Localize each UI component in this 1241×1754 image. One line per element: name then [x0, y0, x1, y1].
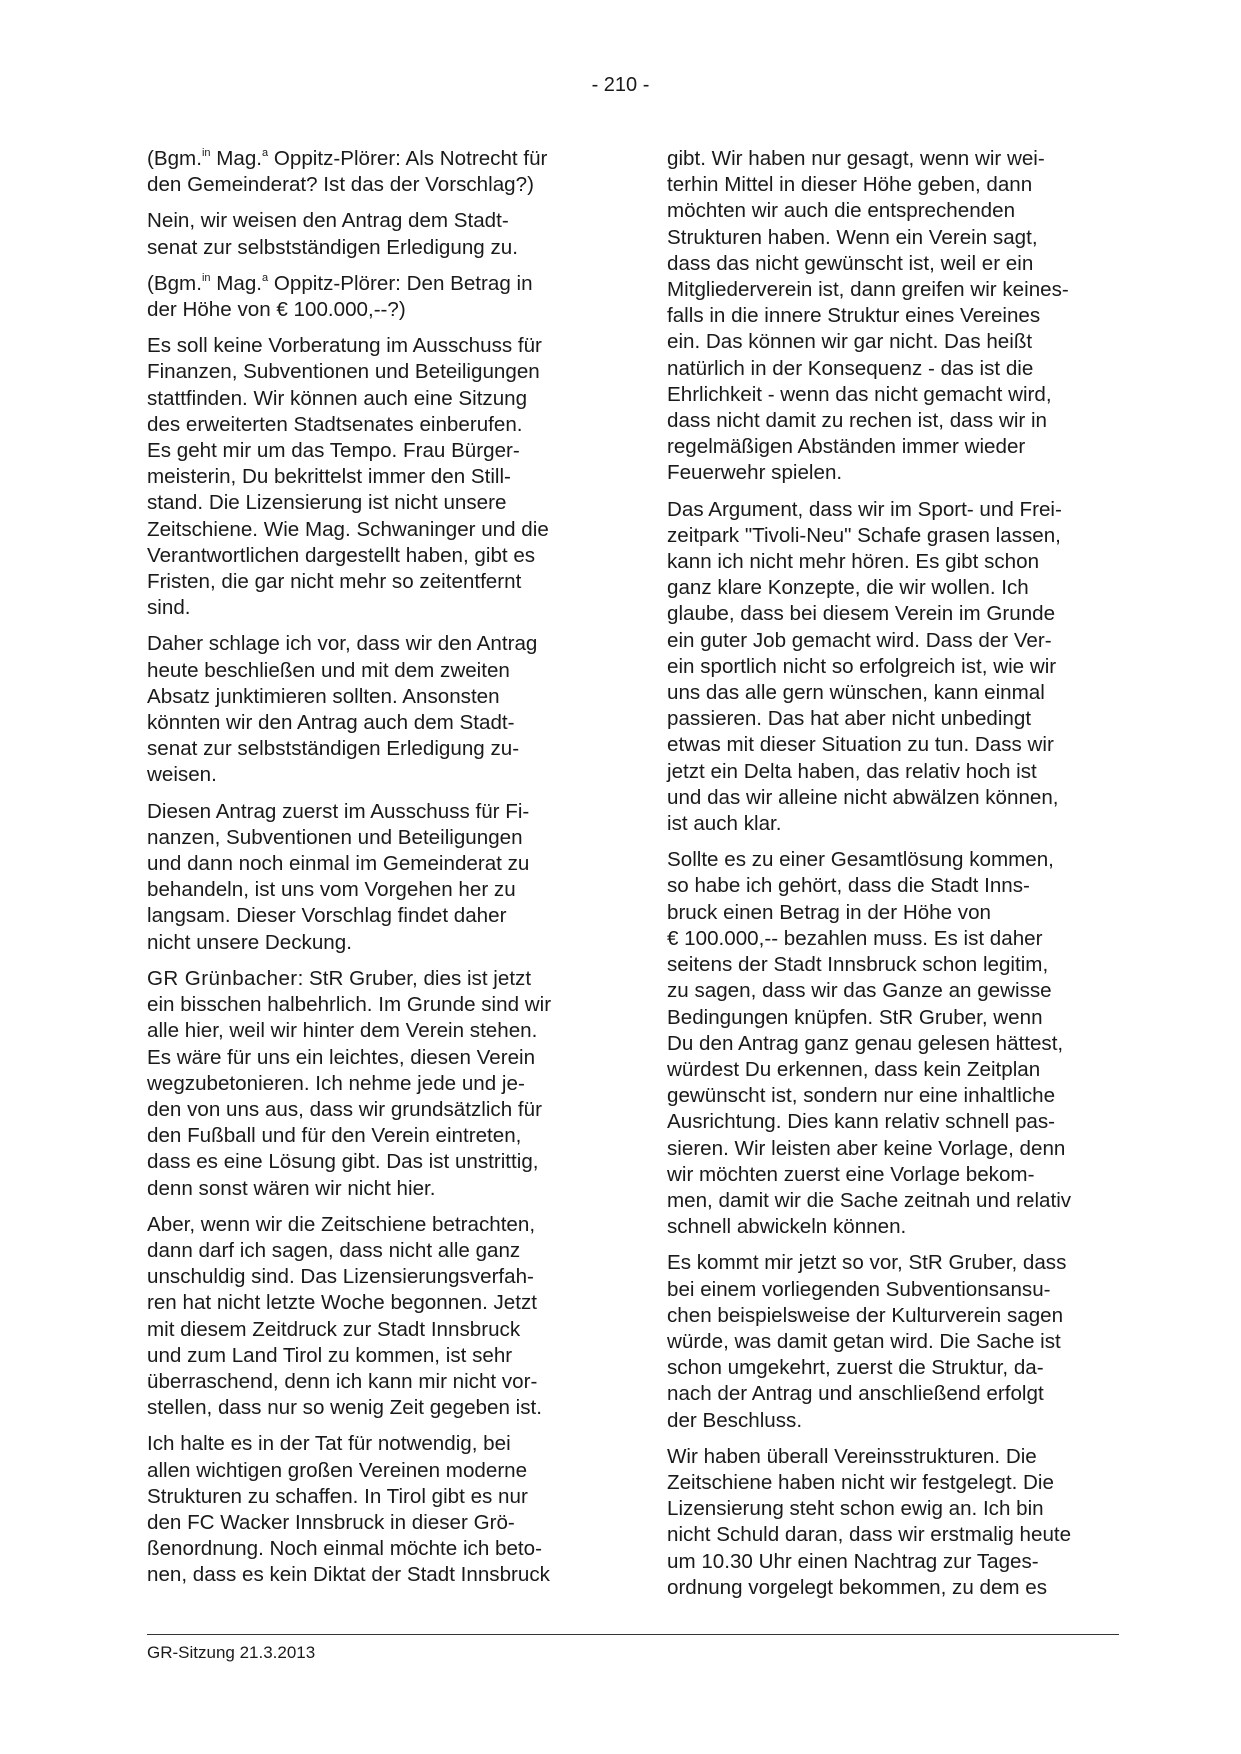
text-line: ein guter Job gemacht wird. Dass der Ver-	[667, 628, 1052, 652]
text-line: Das Argument, dass wir im Sport- und Frei-	[667, 497, 1062, 521]
text-line: (Bgm.$^{in}$ Mag.$^a$ Oppitz-Plörer: Den Betrag in	[147, 271, 533, 295]
text-line: weisen.	[147, 763, 217, 787]
text-line: senat zur selbstständigen Erledigung zu.	[147, 235, 518, 259]
paragraph	[667, 1250, 1115, 1433]
text-line: dass es eine Lösung gibt. Das ist unstrittig,	[147, 1150, 539, 1174]
text-line: schnell abwickeln können.	[667, 1215, 907, 1239]
text-line: dass das nicht gewünscht ist, weil er ein	[667, 251, 1034, 275]
text-line: men, damit wir die Sache zeitnah und relativ	[667, 1188, 1072, 1212]
page-number: - 210 -	[591, 74, 650, 96]
text-line: terhin Mittel in dieser Höhe geben, dann	[667, 173, 1033, 197]
text-line: den Fußball und für den Verein eintreten,	[147, 1124, 522, 1148]
paragraph	[147, 1431, 595, 1588]
text-line: Lizensierung steht schon ewig an. Ich bin	[667, 1497, 1044, 1521]
text-line: (Bgm.$^{in}$ Mag.$^a$ Oppitz-Plörer: Als Notrecht für	[147, 147, 548, 170]
speaker-name: GR Grünbacher	[147, 966, 298, 990]
text-line: jetzt ein Delta haben, das relativ hoch ist	[667, 759, 1037, 783]
text-line: ordnung vorgelegt bekommen, zu dem es	[667, 1575, 1048, 1599]
paragraph	[147, 631, 595, 788]
footer-session-date: GR-Sitzung 21.3.2013	[147, 1643, 316, 1662]
text-line: Nein, wir weisen den Antrag dem Stadt-	[147, 209, 509, 233]
text-line: zu sagen, dass wir das Ganze an gewisse	[667, 979, 1052, 1003]
paragraph	[667, 497, 1115, 838]
paragraph	[667, 847, 1115, 1240]
text-line: nen, dass es kein Diktat der Stadt Innsbruck	[147, 1563, 550, 1587]
text-line: so habe ich gehört, dass die Stadt Inns-	[667, 874, 1030, 898]
text-line: der Höhe von € 100.000,--?)	[147, 298, 406, 322]
text-line: heute beschließen und mit dem zweiten	[147, 658, 510, 682]
text-line: nicht unsere Deckung.	[147, 930, 352, 954]
text-line: ein. Das können wir gar nicht. Das heißt	[667, 330, 1033, 354]
text-line: ein bisschen halbehrlich. Im Grunde sind wir	[147, 993, 552, 1017]
paragraph	[147, 799, 595, 956]
text-line: behandeln, ist uns vom Vorgehen her zu	[147, 878, 516, 902]
text-line: Du den Antrag ganz genau gelesen hättest,	[667, 1031, 1064, 1055]
text-line: allen wichtigen großen Vereinen moderne	[147, 1458, 528, 1482]
text-line: dann darf ich sagen, dass nicht alle ganz	[147, 1238, 521, 1262]
text-line: langsam. Dieser Vorschlag findet daher	[147, 904, 507, 928]
text-line: Bedingungen knüpfen. StR Gruber, wenn	[667, 1005, 1043, 1029]
text-line: Es wäre für uns ein leichtes, diesen Verein	[147, 1045, 536, 1069]
paragraph-speaker-change	[147, 966, 595, 1202]
text-line: glaube, dass bei diesem Verein im Grunde	[667, 602, 1056, 626]
left-column	[147, 146, 595, 1599]
text-line: natürlich in der Konsequenz - das ist die	[667, 356, 1034, 380]
text-line: uns das alle gern wünschen, kann einmal	[667, 681, 1045, 705]
text-line: mit diesem Zeitdruck zur Stadt Innsbruck	[147, 1317, 521, 1341]
right-column	[667, 146, 1115, 1611]
text-line: denn sonst wären wir nicht hier.	[147, 1176, 436, 1200]
text-line: sind.	[147, 596, 191, 620]
text-line: ein sportlich nicht so erfolgreich ist, wie wir	[667, 654, 1057, 678]
text-line: senat zur selbstständigen Erledigung zu-	[147, 737, 520, 761]
text-line: und zum Land Tirol zu kommen, ist sehr	[147, 1343, 513, 1367]
text-line: Es geht mir um das Tempo. Frau Bürger-	[147, 439, 520, 463]
text-line: bei einem vorliegenden Subventionsansu-	[667, 1277, 1051, 1301]
text-line: nanzen, Subventionen und Beteiligungen	[147, 825, 523, 849]
text-line: falls in die innere Struktur eines Vereines	[667, 304, 1041, 328]
text-line: gewünscht ist, sondern nur eine inhaltliche	[667, 1084, 1056, 1108]
paragraph	[147, 333, 595, 621]
text-line: wegzubetonieren. Ich nehme jede und je-	[147, 1071, 525, 1095]
text-line: Daher schlage ich vor, dass wir den Antrag	[147, 632, 538, 656]
text-line: schon umgekehrt, zuerst die Struktur, da-	[667, 1356, 1044, 1380]
text-line: ist auch klar.	[667, 812, 782, 836]
text-line: Diesen Antrag zuerst im Ausschuss für Fi-	[147, 799, 530, 823]
text-line: Aber, wenn wir die Zeitschiene betrachten,	[147, 1212, 536, 1236]
text-line: Mitgliederverein ist, dann greifen wir keines-	[667, 278, 1069, 302]
text-line: kann ich nicht mehr hören. Es gibt schon	[667, 550, 1040, 574]
text-line: nicht Schuld daran, dass wir erstmalig heute	[667, 1523, 1072, 1547]
text-line: stand. Die Lizensierung ist nicht unsere	[147, 491, 507, 515]
text-line: Es kommt mir jetzt so vor, StR Gruber, dass	[667, 1251, 1067, 1275]
text-line: regelmäßigen Abständen immer wieder	[667, 435, 1026, 459]
text-line: zeitpark "Tivoli-Neu" Schafe grasen lassen,	[667, 523, 1061, 547]
text-line: unschuldig sind. Das Lizensierungsverfah-	[147, 1265, 534, 1289]
text-line: könnten wir den Antrag auch dem Stadt-	[147, 711, 515, 735]
text-line: € 100.000,-- bezahlen muss. Es ist daher	[667, 926, 1043, 950]
text-line: Finanzen, Subventionen und Beteiligungen	[147, 360, 540, 384]
text-line: Strukturen haben. Wenn ein Verein sagt,	[667, 225, 1038, 249]
text-line: ren hat nicht letzte Woche begonnen. Jetzt	[147, 1291, 538, 1315]
text-line: den Gemeinderat? Ist das der Vorschlag?)	[147, 173, 534, 197]
text-line: Strukturen zu schaffen. In Tirol gibt es nur	[147, 1484, 528, 1508]
text-line: Ehrlichkeit - wenn das nicht gemacht wird,	[667, 382, 1052, 406]
text-line: GR Grünbacher: StR Gruber, dies ist jetzt	[147, 966, 532, 990]
text-line: würdest Du erkennen, dass kein Zeitplan	[667, 1057, 1041, 1081]
text-line: des erweiterten Stadtsenates einberufen.	[147, 412, 523, 436]
text-line: um 10.30 Uhr einen Nachtrag zur Tages-	[667, 1549, 1039, 1573]
text-line: seitens der Stadt Innsbruck schon legitim,	[667, 953, 1049, 977]
text-line: gibt. Wir haben nur gesagt, wenn wir wei-	[667, 147, 1045, 170]
text-line: wir möchten zuerst eine Vorlage bekom-	[667, 1162, 1035, 1186]
paragraph	[667, 1444, 1115, 1601]
text-line: bruck einen Betrag in der Höhe von	[667, 900, 991, 924]
text-line: Es soll keine Vorberatung im Ausschuss für	[147, 334, 542, 358]
text-line: stellen, dass nur so wenig Zeit gegeben ist.	[147, 1396, 542, 1420]
text-line: stattfinden. Wir können auch eine Sitzung	[147, 386, 528, 410]
text-line: Zeitschiene. Wie Mag. Schwaninger und die	[147, 517, 549, 541]
text-line: den von uns aus, dass wir grundsätzlich für	[147, 1097, 542, 1121]
text-line: ganz klare Konzepte, die wir wollen. Ich	[667, 576, 1029, 600]
text-line: chen beispielsweise der Kulturverein sagen	[667, 1303, 1064, 1327]
text-line: etwas mit dieser Situation zu tun. Dass wir	[667, 733, 1054, 757]
paragraph	[147, 1212, 595, 1422]
text-line: Zeitschiene haben nicht wir festgelegt. Die	[667, 1470, 1054, 1494]
text-line: Sollte es zu einer Gesamtlösung kommen,	[667, 848, 1054, 872]
text-line: würde, was damit getan wird. Die Sache ist	[667, 1329, 1061, 1353]
text-line: passieren. Das hat aber nicht unbedingt	[667, 707, 1032, 731]
text-line: Ausrichtung. Dies kann relativ schnell pas-	[667, 1110, 1056, 1134]
paragraph-interjection-1	[147, 146, 595, 198]
footer-divider	[147, 1634, 1119, 1635]
text-line: und das wir alleine nicht abwälzen können,	[667, 785, 1059, 809]
paragraph	[147, 208, 595, 260]
text-line: alle hier, weil wir hinter dem Verein stehen.	[147, 1019, 538, 1043]
text-line: Wir haben überall Vereinsstrukturen. Die	[667, 1444, 1037, 1468]
paragraph	[667, 146, 1115, 487]
text-line: sieren. Wir leisten aber keine Vorlage, denn	[667, 1136, 1066, 1160]
text-line: nach der Antrag und anschließend erfolgt	[667, 1382, 1044, 1406]
text-line: den FC Wacker Innsbruck in dieser Grö-	[147, 1510, 515, 1534]
text-line: Verantwortlichen dargestellt haben, gibt es	[147, 543, 536, 567]
text-line: Feuerwehr spielen.	[667, 461, 843, 485]
text-line: Ich halte es in der Tat für notwendig, bei	[147, 1432, 511, 1456]
text-line: meisterin, Du bekrittelst immer den Still-	[147, 465, 511, 489]
text-line: dass nicht damit zu rechen ist, dass wir in	[667, 409, 1047, 433]
paragraph-interjection-2	[147, 271, 595, 323]
text-line: ßenordnung. Noch einmal möchte ich beto-	[147, 1537, 542, 1561]
text-line: der Beschluss.	[667, 1408, 803, 1432]
text-line: Fristen, die gar nicht mehr so zeitentfernt	[147, 570, 522, 594]
text-line: möchten wir auch die entsprechenden	[667, 199, 1016, 223]
text-line: und dann noch einmal im Gemeinderat zu	[147, 852, 530, 876]
text-line: Absatz junktimieren sollten. Ansonsten	[147, 684, 500, 708]
text-line: überraschend, denn ich kann mir nicht vor-	[147, 1369, 538, 1393]
